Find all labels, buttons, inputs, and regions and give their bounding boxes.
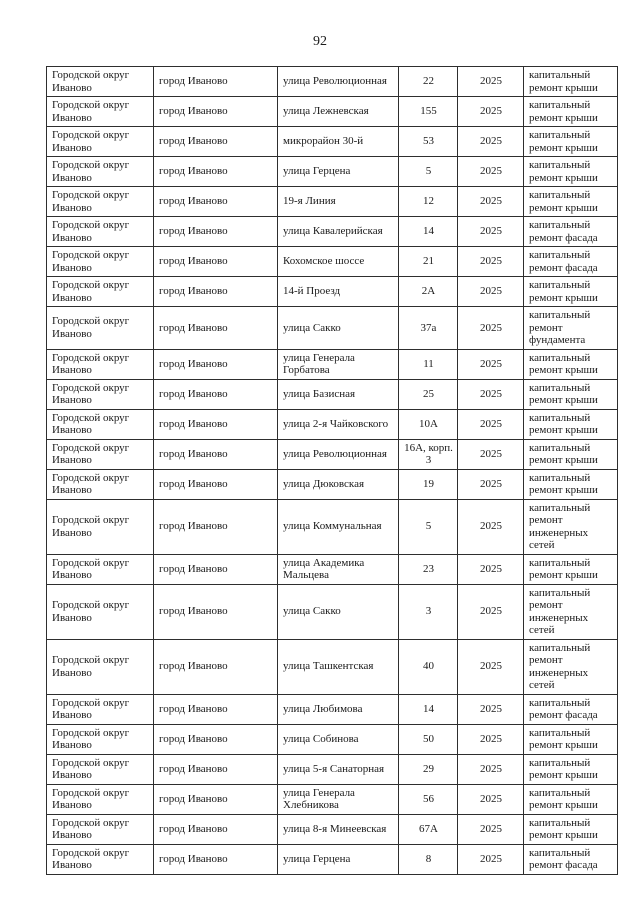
- cell-work-type: капитальный ремонт крыши: [524, 67, 618, 97]
- cell-work-type: капитальный ремонт крыши: [524, 724, 618, 754]
- cell-house-number: 8: [399, 844, 458, 874]
- table-row: [47, 217, 618, 247]
- cell-year: 2025: [458, 247, 524, 277]
- cell-work-type: капитальный ремонт крыши: [524, 349, 618, 379]
- cell-year: 2025: [458, 724, 524, 754]
- cell-work-type: капитальный ремонт крыши: [524, 127, 618, 157]
- cell-year: 2025: [458, 127, 524, 157]
- table-row: [47, 814, 618, 844]
- cell-work-type: капитальный ремонт фасада: [524, 217, 618, 247]
- table-row: [47, 277, 618, 307]
- table-row: [47, 639, 618, 694]
- cell-street: микрорайон 30-й: [278, 127, 399, 157]
- cell-municipality: Городской округ Иваново: [47, 409, 154, 439]
- cell-city: город Иваново: [154, 127, 278, 157]
- cell-work-type: капитальный ремонт инженерных сетей: [524, 639, 618, 694]
- cell-municipality: Городской округ Иваново: [47, 844, 154, 874]
- cell-street: улица Академика Мальцева: [278, 554, 399, 584]
- cell-house-number: 19: [399, 469, 458, 499]
- table-row: [47, 584, 618, 639]
- cell-municipality: Городской округ Иваново: [47, 754, 154, 784]
- cell-year: 2025: [458, 307, 524, 350]
- cell-house-number: 53: [399, 127, 458, 157]
- cell-street: Кохомское шоссе: [278, 247, 399, 277]
- cell-municipality: Городской округ Иваново: [47, 307, 154, 350]
- table-row: [47, 97, 618, 127]
- cell-year: 2025: [458, 277, 524, 307]
- table-row: [47, 247, 618, 277]
- table-row: [47, 784, 618, 814]
- cell-work-type: капитальный ремонт крыши: [524, 409, 618, 439]
- cell-house-number: 14: [399, 694, 458, 724]
- table-row: [47, 157, 618, 187]
- table-row: [47, 379, 618, 409]
- cell-house-number: 3: [399, 584, 458, 639]
- cell-city: город Иваново: [154, 844, 278, 874]
- table-row: [47, 694, 618, 724]
- cell-city: город Иваново: [154, 97, 278, 127]
- cell-year: 2025: [458, 499, 524, 554]
- capital-repair-table: [46, 66, 618, 875]
- cell-house-number: 155: [399, 97, 458, 127]
- cell-city: город Иваново: [154, 469, 278, 499]
- cell-year: 2025: [458, 584, 524, 639]
- cell-city: город Иваново: [154, 67, 278, 97]
- table-row: [47, 409, 618, 439]
- cell-city: город Иваново: [154, 814, 278, 844]
- cell-house-number: 2А: [399, 277, 458, 307]
- table-row: [47, 469, 618, 499]
- cell-municipality: Городской округ Иваново: [47, 67, 154, 97]
- cell-city: город Иваново: [154, 694, 278, 724]
- cell-city: город Иваново: [154, 277, 278, 307]
- cell-year: 2025: [458, 814, 524, 844]
- cell-street: улица 8-я Минеевская: [278, 814, 399, 844]
- cell-house-number: 37а: [399, 307, 458, 350]
- cell-city: город Иваново: [154, 639, 278, 694]
- cell-house-number: 23: [399, 554, 458, 584]
- cell-work-type: капитальный ремонт крыши: [524, 157, 618, 187]
- cell-city: город Иваново: [154, 409, 278, 439]
- cell-year: 2025: [458, 409, 524, 439]
- cell-street: улица Дюковская: [278, 469, 399, 499]
- cell-city: город Иваново: [154, 784, 278, 814]
- cell-year: 2025: [458, 157, 524, 187]
- table-row: [47, 349, 618, 379]
- cell-year: 2025: [458, 754, 524, 784]
- cell-work-type: капитальный ремонт крыши: [524, 554, 618, 584]
- cell-house-number: 11: [399, 349, 458, 379]
- cell-street: улица Герцена: [278, 844, 399, 874]
- cell-year: 2025: [458, 844, 524, 874]
- cell-work-type: капитальный ремонт фасада: [524, 694, 618, 724]
- cell-work-type: капитальный ремонт крыши: [524, 754, 618, 784]
- cell-city: город Иваново: [154, 307, 278, 350]
- cell-municipality: Городской округ Иваново: [47, 469, 154, 499]
- cell-year: 2025: [458, 67, 524, 97]
- cell-year: 2025: [458, 469, 524, 499]
- cell-municipality: Городской округ Иваново: [47, 499, 154, 554]
- page-number: 92: [313, 34, 327, 49]
- cell-municipality: Городской округ Иваново: [47, 554, 154, 584]
- cell-municipality: Городской округ Иваново: [47, 349, 154, 379]
- cell-house-number: 50: [399, 724, 458, 754]
- cell-city: город Иваново: [154, 724, 278, 754]
- cell-house-number: 25: [399, 379, 458, 409]
- cell-street: улица Сакко: [278, 584, 399, 639]
- cell-street: улица Сакко: [278, 307, 399, 350]
- table-row: [47, 844, 618, 874]
- cell-street: улица Базисная: [278, 379, 399, 409]
- cell-street: улица Ташкентская: [278, 639, 399, 694]
- cell-house-number: 5: [399, 499, 458, 554]
- cell-year: 2025: [458, 694, 524, 724]
- cell-street: улица Революционная: [278, 67, 399, 97]
- cell-street: улица Собинова: [278, 724, 399, 754]
- cell-street: 19-я Линия: [278, 187, 399, 217]
- cell-house-number: 10А: [399, 409, 458, 439]
- cell-work-type: капитальный ремонт крыши: [524, 784, 618, 814]
- cell-municipality: Городской округ Иваново: [47, 439, 154, 469]
- cell-work-type: капитальный ремонт крыши: [524, 97, 618, 127]
- table-row: [47, 724, 618, 754]
- cell-house-number: 22: [399, 67, 458, 97]
- cell-municipality: Городской округ Иваново: [47, 379, 154, 409]
- table-row: [47, 127, 618, 157]
- cell-work-type: капитальный ремонт фасада: [524, 844, 618, 874]
- cell-city: город Иваново: [154, 499, 278, 554]
- table-row: [47, 754, 618, 784]
- cell-street: улица Лежневская: [278, 97, 399, 127]
- cell-city: город Иваново: [154, 187, 278, 217]
- cell-municipality: Городской округ Иваново: [47, 724, 154, 754]
- cell-street: улица 5-я Санаторная: [278, 754, 399, 784]
- cell-work-type: капитальный ремонт крыши: [524, 277, 618, 307]
- cell-work-type: капитальный ремонт инженерных сетей: [524, 584, 618, 639]
- cell-house-number: 29: [399, 754, 458, 784]
- cell-municipality: Городской округ Иваново: [47, 187, 154, 217]
- cell-year: 2025: [458, 639, 524, 694]
- table-row: [47, 499, 618, 554]
- cell-house-number: 40: [399, 639, 458, 694]
- cell-work-type: капитальный ремонт крыши: [524, 439, 618, 469]
- cell-year: 2025: [458, 217, 524, 247]
- table-body: [47, 67, 618, 875]
- table-row: [47, 554, 618, 584]
- cell-city: город Иваново: [154, 349, 278, 379]
- table-row: [47, 67, 618, 97]
- table-row: [47, 439, 618, 469]
- cell-year: 2025: [458, 439, 524, 469]
- cell-city: город Иваново: [154, 584, 278, 639]
- cell-street: улица Кавалерийская: [278, 217, 399, 247]
- cell-street: улица Генерала Горбатова: [278, 349, 399, 379]
- cell-street: улица Любимова: [278, 694, 399, 724]
- cell-municipality: Городской округ Иваново: [47, 639, 154, 694]
- cell-city: город Иваново: [154, 379, 278, 409]
- cell-municipality: Городской округ Иваново: [47, 247, 154, 277]
- cell-work-type: капитальный ремонт крыши: [524, 187, 618, 217]
- cell-city: город Иваново: [154, 754, 278, 784]
- cell-street: 14-й Проезд: [278, 277, 399, 307]
- cell-city: город Иваново: [154, 247, 278, 277]
- cell-street: улица 2-я Чайковского: [278, 409, 399, 439]
- cell-year: 2025: [458, 97, 524, 127]
- cell-municipality: Городской округ Иваново: [47, 814, 154, 844]
- cell-street: улица Революционная: [278, 439, 399, 469]
- cell-year: 2025: [458, 784, 524, 814]
- cell-work-type: капитальный ремонт крыши: [524, 379, 618, 409]
- cell-house-number: 21: [399, 247, 458, 277]
- cell-year: 2025: [458, 554, 524, 584]
- cell-house-number: 12: [399, 187, 458, 217]
- cell-municipality: Городской округ Иваново: [47, 584, 154, 639]
- cell-year: 2025: [458, 187, 524, 217]
- cell-house-number: 67А: [399, 814, 458, 844]
- cell-street: улица Коммунальная: [278, 499, 399, 554]
- cell-work-type: капитальный ремонт фундамента: [524, 307, 618, 350]
- cell-house-number: 14: [399, 217, 458, 247]
- cell-municipality: Городской округ Иваново: [47, 217, 154, 247]
- cell-municipality: Городской округ Иваново: [47, 784, 154, 814]
- cell-municipality: Городской округ Иваново: [47, 157, 154, 187]
- cell-street: улица Герцена: [278, 157, 399, 187]
- cell-city: город Иваново: [154, 157, 278, 187]
- cell-work-type: капитальный ремонт крыши: [524, 469, 618, 499]
- table-row: [47, 187, 618, 217]
- cell-municipality: Городской округ Иваново: [47, 127, 154, 157]
- cell-house-number: 5: [399, 157, 458, 187]
- cell-city: город Иваново: [154, 554, 278, 584]
- cell-year: 2025: [458, 349, 524, 379]
- cell-year: 2025: [458, 379, 524, 409]
- cell-city: город Иваново: [154, 439, 278, 469]
- cell-municipality: Городской округ Иваново: [47, 694, 154, 724]
- cell-municipality: Городской округ Иваново: [47, 277, 154, 307]
- cell-street: улица Генерала Хлебникова: [278, 784, 399, 814]
- cell-work-type: капитальный ремонт инженерных сетей: [524, 499, 618, 554]
- table-row: [47, 307, 618, 350]
- cell-work-type: капитальный ремонт фасада: [524, 247, 618, 277]
- cell-house-number: 56: [399, 784, 458, 814]
- cell-work-type: капитальный ремонт крыши: [524, 814, 618, 844]
- cell-house-number: 16А, корп. 3: [399, 439, 458, 469]
- cell-municipality: Городской округ Иваново: [47, 97, 154, 127]
- cell-city: город Иваново: [154, 217, 278, 247]
